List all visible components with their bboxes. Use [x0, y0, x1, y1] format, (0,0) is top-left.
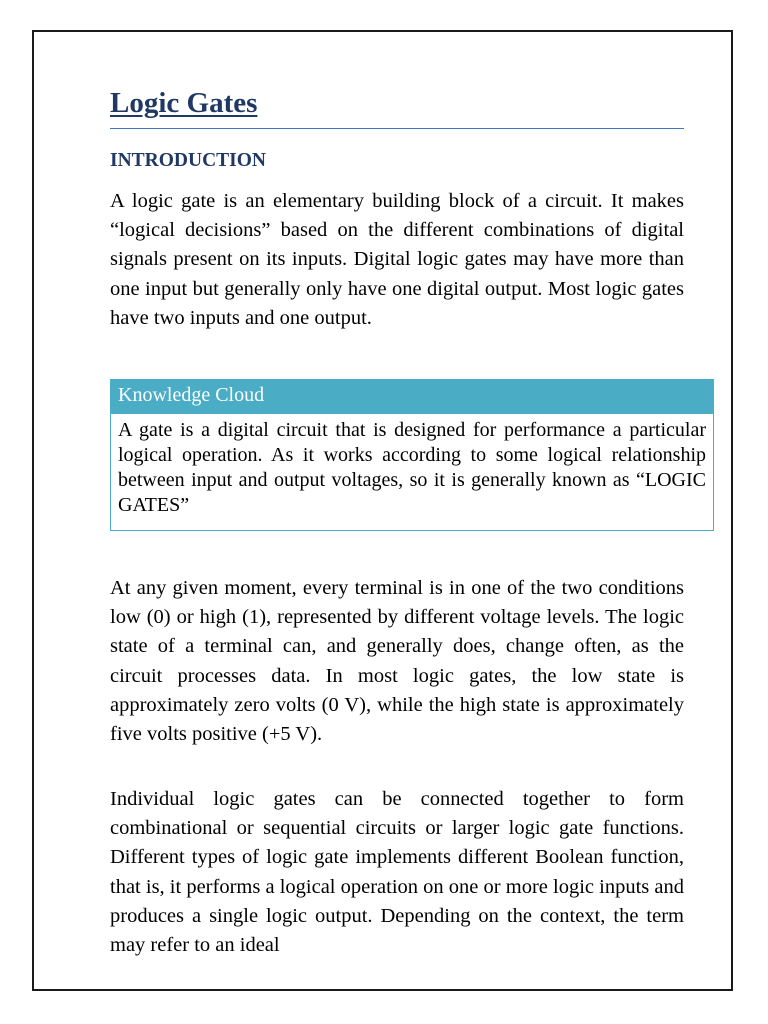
logic-states-paragraph: At any given moment, every terminal is in one of the two conditions low (0) or high (1), represented by different voltage levels. The logic state of a terminal can, and generally does, change often, as the circuit processes data. In most logic gates, the low state is approximately zero volts (0 V), while the high state is approximately five volts positive (+5 V). [110, 577, 684, 746]
title-underline-rule [110, 128, 684, 129]
logic-gates-paragraph: Individual logic gates can be connected together to form combinational or sequential circuits or larger logic gate functions. Different types of logic gate implements different Boolean function, that is, it performs a logical operation on one or more logic inputs and produces a single logic output. Depending on the context, the term may refer to an ideal [110, 788, 684, 957]
section-heading-introduction: INTRODUCTION [110, 150, 267, 171]
knowledge-cloud-header: Knowledge Cloud [111, 380, 713, 414]
knowledge-cloud-box [110, 379, 714, 531]
intro-paragraph: A logic gate is an elementary building block of a circuit. It makes “logical decisions” based on the different combinations of digital signals present on its inputs. Digital logic gates may have more than one input but generally only have one digital output. Most logic gates have two inputs and one output. [110, 190, 684, 329]
page-title: Logic Gates [110, 87, 258, 119]
knowledge-cloud-body: A gate is a digital circuit that is designed for performance a particular logical operation. As it works according to some logical relationship between input and output voltages, so it is generally known as “LOGIC GATES” [118, 419, 706, 516]
